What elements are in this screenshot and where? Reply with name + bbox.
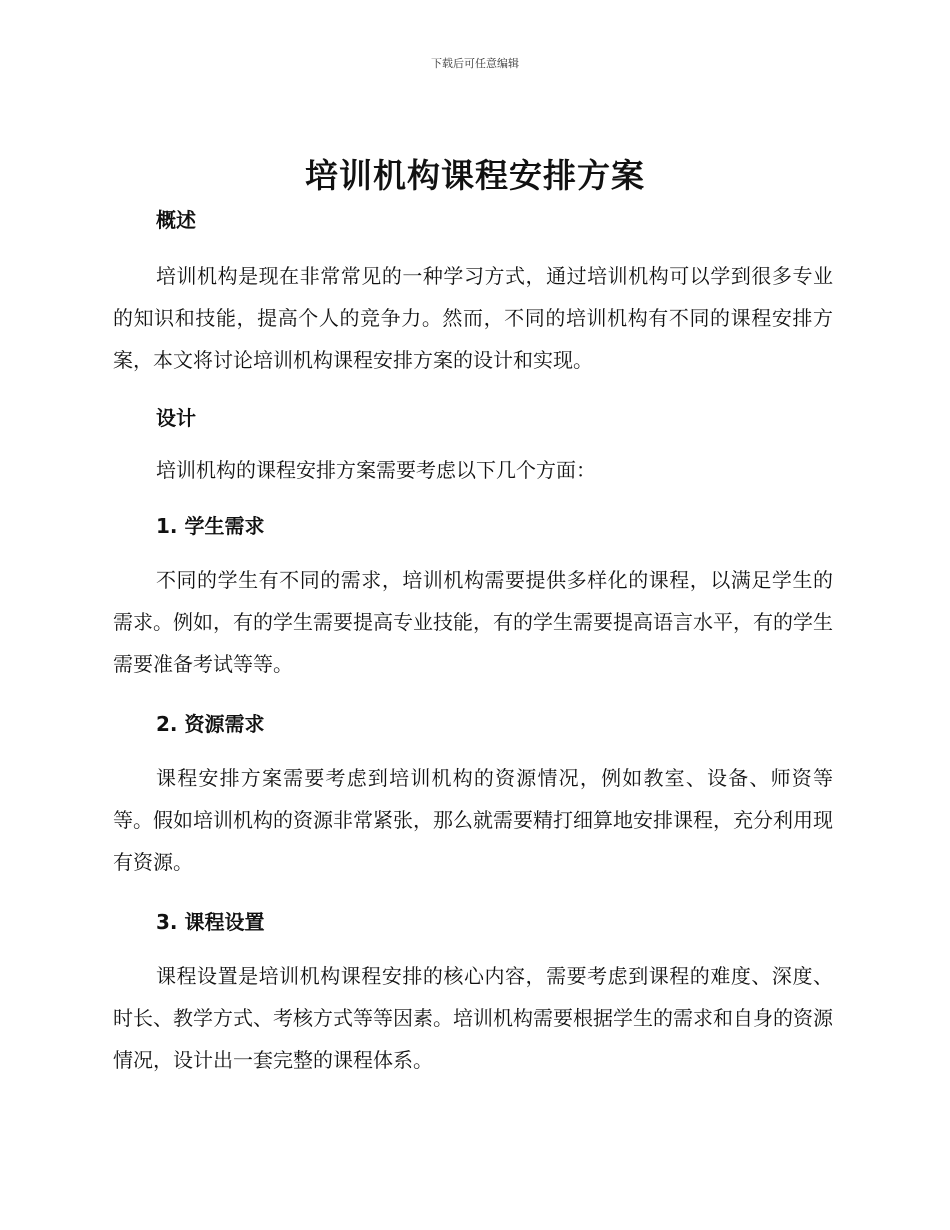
document-body bbox=[113, 205, 833, 1081]
page-title: 培训机构课程安排方案 bbox=[305, 156, 645, 195]
paragraph-overview: 培训机构是现在非常常见的一种学习方式，通过培训机构可以学到很多专业的知识和技能，提高个人的竞争力。然而，不同的培训机构有不同的课程安排方案，本文将讨论培训机构课程安排方案的设计和实现。 bbox=[113, 264, 833, 372]
header-note: 下载后可任意编辑 bbox=[431, 57, 519, 70]
section-heading-design: 设计 bbox=[156, 406, 196, 430]
paragraph-design-intro: 培训机构的课程安排方案需要考虑以下几个方面： bbox=[156, 458, 596, 482]
paragraph-course-setup: 课程设置是培训机构课程安排的核心内容，需要考虑到课程的难度、深度、时长、教学方式、考核方式等等因素。培训机构需要根据学生的需求和自身的资源情况，设计出一套完整的课程体系。 bbox=[113, 964, 833, 1072]
section-heading-student-needs: 1. 学生需求 bbox=[156, 514, 265, 538]
section-heading-course-setup: 3. 课程设置 bbox=[156, 910, 265, 934]
paragraph-resource-needs: 课程安排方案需要考虑到培训机构的资源情况，例如教室、设备、师资等等。假如培训机构的资源非常紧张，那么就需要精打细算地安排课程，充分利用现有资源。 bbox=[113, 766, 833, 874]
section-heading-overview: 概述 bbox=[156, 208, 196, 232]
paragraph-student-needs: 不同的学生有不同的需求，培训机构需要提供多样化的课程，以满足学生的需求。例如，有的学生需要提高专业技能，有的学生需要提高语言水平，有的学生需要准备考试等等。 bbox=[113, 568, 833, 676]
section-heading-resource-needs: 2. 资源需求 bbox=[156, 712, 265, 736]
